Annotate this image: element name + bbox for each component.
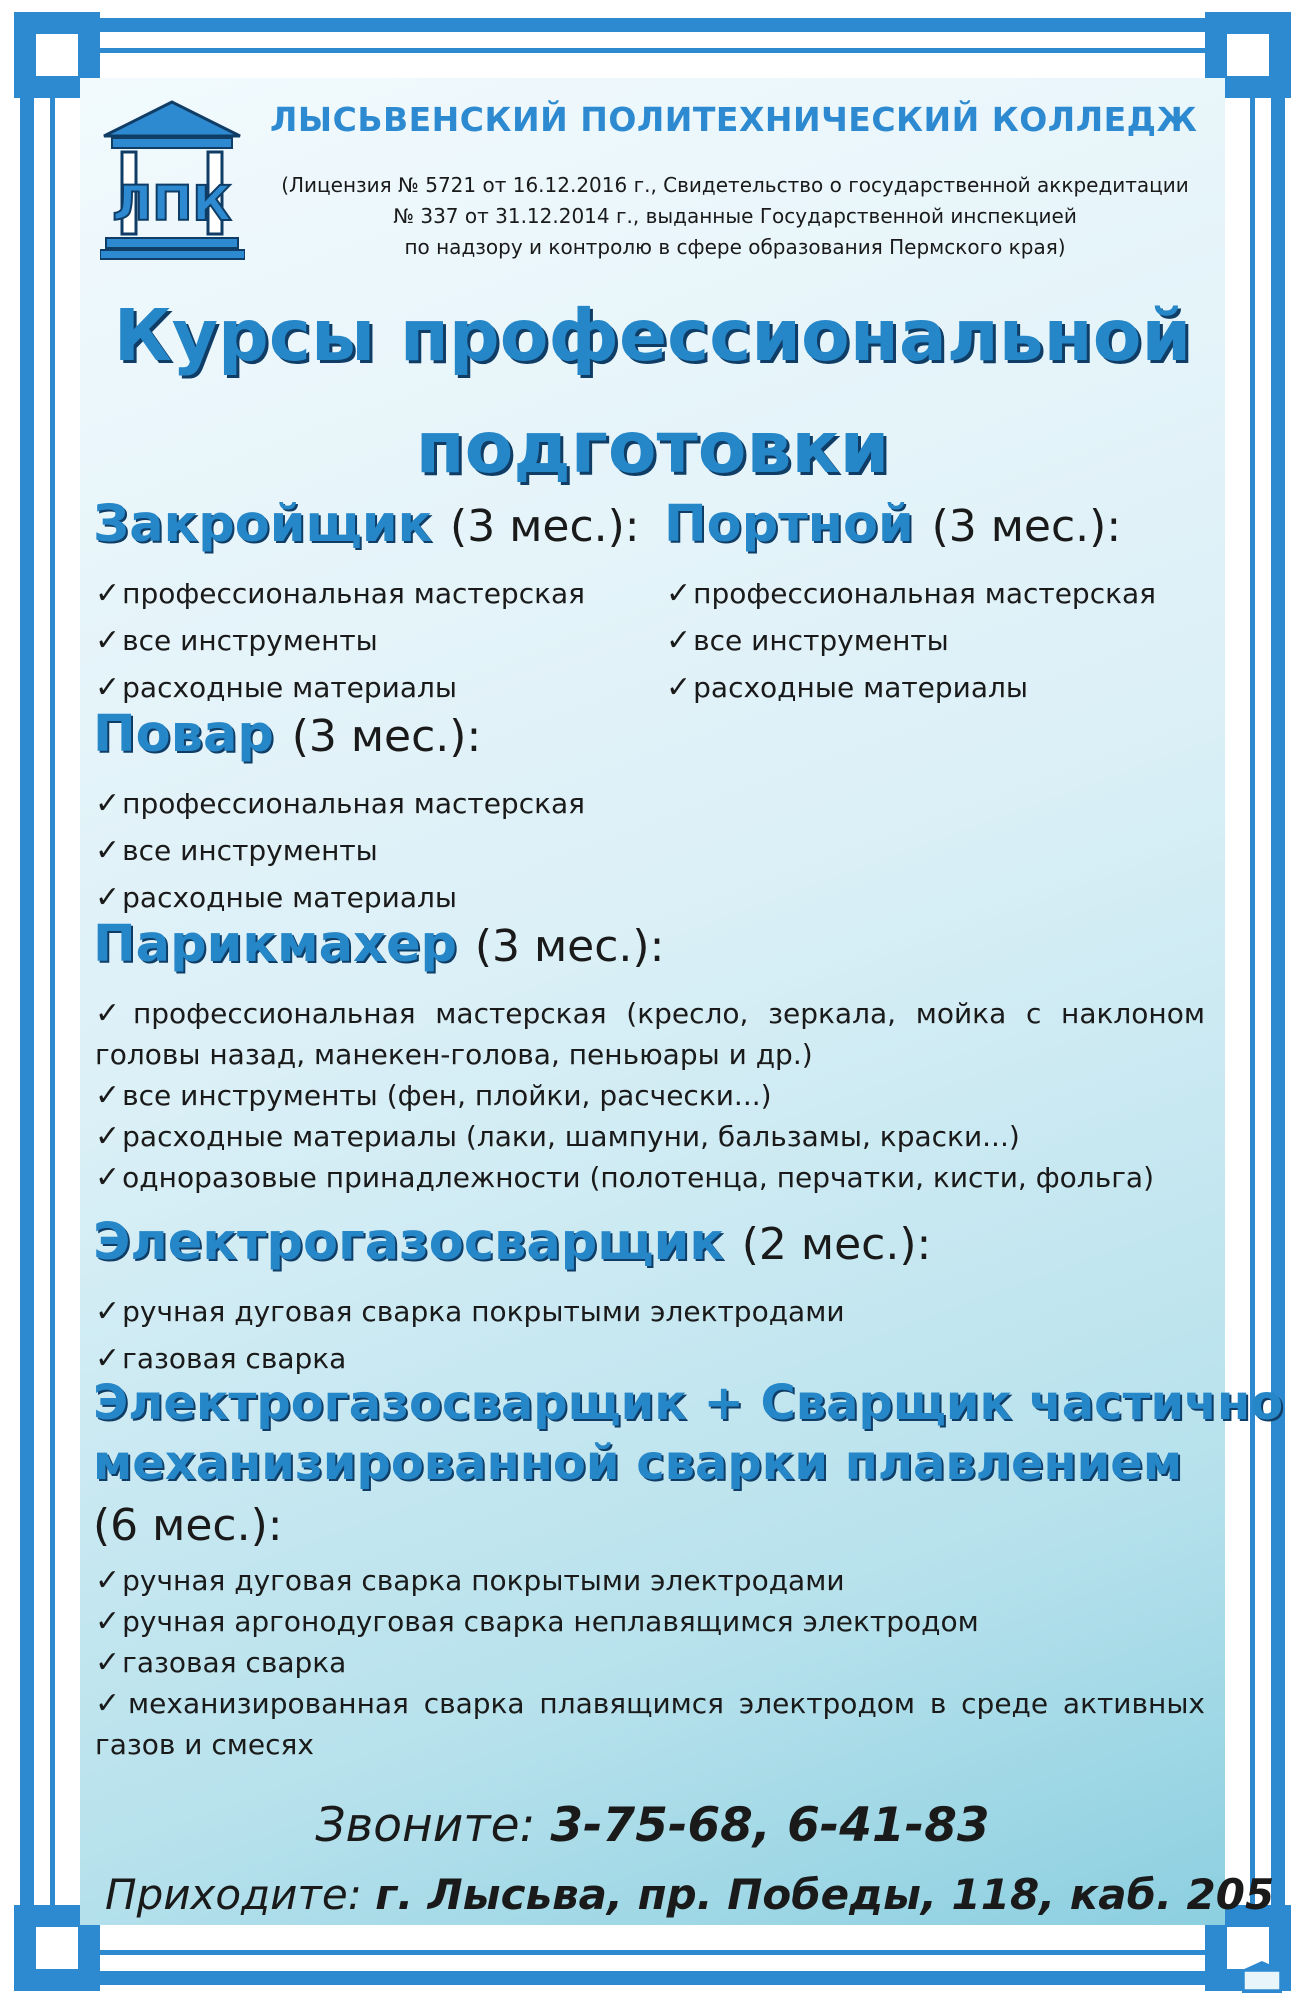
check-icon: ✓	[95, 576, 121, 611]
college-name: ЛЫСЬВЕНСКИЙ ПОЛИТЕХНИЧЕСКИЙ КОЛЛЕДЖ	[270, 100, 1198, 139]
list-item: ✓механизированная сварка плавящимся электродом в среде активных газов и смесях	[95, 1686, 1205, 1761]
course-name-line: Электрогазосварщик + Сварщик частично	[93, 1375, 1284, 1431]
course-name: Электрогазосварщик	[93, 1213, 724, 1272]
main-title	[80, 280, 1225, 504]
course-features-welder	[95, 1288, 845, 1382]
list-item: ✓ручная дуговая сварка покрытыми электродами	[95, 1563, 845, 1598]
license-line: (Лицензия № 5721 от 16.12.2016 г., Свидетельство о государственной аккредитации	[281, 173, 1189, 197]
course-features-cutter	[95, 570, 585, 711]
course-heading-cutter	[93, 495, 640, 554]
list-item: ✓профессиональная мастерская	[666, 576, 1157, 611]
course-duration: (2 мес.):	[741, 1219, 932, 1270]
list-item: ✓расходные материалы	[95, 880, 458, 915]
visit-label: Приходите:	[105, 1870, 362, 1919]
call-label: Звоните:	[315, 1798, 536, 1853]
small-logo-icon	[1240, 1960, 1284, 1994]
course-features-cook	[95, 780, 585, 921]
check-icon: ✓	[95, 1645, 121, 1680]
check-icon: ✓	[95, 996, 131, 1031]
course-heading-welder-extended	[93, 1373, 1283, 1559]
logo-text: ЛПК	[112, 176, 232, 232]
check-icon: ✓	[666, 623, 692, 658]
check-icon: ✓	[95, 833, 121, 868]
list-item: ✓профессиональная мастерская	[95, 786, 586, 821]
main-title-line: Курсы профессиональной	[113, 294, 1192, 377]
course-features-hairdresser	[95, 993, 1205, 1198]
address-line	[105, 1870, 1275, 1919]
course-duration: (6 мес.):	[93, 1500, 283, 1551]
list-item: ✓газовая сварка	[95, 1341, 347, 1376]
phone-numbers: 3-75-68, 6-41-83	[550, 1798, 990, 1853]
college-logo-icon	[100, 98, 245, 260]
course-name-line: механизированной сварки плавлением	[93, 1435, 1183, 1491]
check-icon: ✓	[95, 1078, 121, 1113]
course-duration: (3 мес.):	[931, 501, 1122, 552]
check-icon: ✓	[666, 670, 692, 705]
list-item: ✓одноразовые принадлежности (полотенца, перчатки, кисти, фольга)	[95, 1160, 1154, 1195]
list-item: ✓все инструменты	[95, 833, 378, 868]
list-item: ✓расходные материалы	[95, 670, 458, 705]
course-heading-cook	[93, 705, 481, 764]
course-name: Парикмахер	[93, 915, 458, 974]
license-text	[250, 170, 1220, 263]
check-icon: ✓	[95, 1341, 121, 1376]
list-item: ✓все инструменты	[666, 623, 949, 658]
check-icon: ✓	[95, 880, 121, 915]
course-features-welder-extended	[95, 1560, 1205, 1765]
license-line: № 337 от 31.12.2014 г., выданные Государственной инспекцией	[393, 204, 1077, 228]
course-duration: (3 мес.):	[291, 711, 482, 762]
list-item: ✓ручная дуговая сварка покрытыми электродами	[95, 1294, 845, 1329]
check-icon: ✓	[95, 786, 121, 821]
course-duration: (3 мес.):	[474, 921, 665, 972]
list-item: ✓все инструменты	[95, 623, 378, 658]
check-icon: ✓	[95, 1604, 121, 1639]
check-icon: ✓	[95, 1119, 121, 1154]
list-item: ✓все инструменты (фен, плойки, расчески...)	[95, 1078, 772, 1113]
course-name: Закройщик	[93, 495, 433, 554]
license-line: по надзору и контролю в сфере образования Пермского края)	[404, 235, 1066, 259]
check-icon: ✓	[95, 1294, 121, 1329]
course-name: Портной	[664, 495, 914, 554]
check-icon: ✓	[95, 670, 121, 705]
check-icon: ✓	[95, 1686, 127, 1721]
list-item: ✓газовая сварка	[95, 1645, 347, 1680]
course-heading-tailor	[664, 495, 1121, 554]
course-heading-hairdresser	[93, 915, 664, 974]
list-item: ✓профессиональная мастерская	[95, 576, 586, 611]
list-item: ✓ручная аргонодуговая сварка неплавящимся электродом	[95, 1604, 979, 1639]
list-item: ✓профессиональная мастерская (кресло, зеркала, мойка с наклоном головы назад, манекен-голова, пеньюары и др.)	[95, 996, 1205, 1071]
course-features-tailor	[666, 570, 1156, 711]
course-name: Повар	[93, 705, 274, 764]
course-heading-welder	[93, 1213, 931, 1272]
check-icon: ✓	[95, 1160, 121, 1195]
phone-line	[80, 1798, 1225, 1853]
check-icon: ✓	[95, 623, 121, 658]
list-item: ✓расходные материалы	[666, 670, 1029, 705]
check-icon: ✓	[666, 576, 692, 611]
check-icon: ✓	[95, 1563, 121, 1598]
address-text: г. Лысьва, пр. Победы, 118, каб. 205	[375, 1870, 1275, 1919]
main-title-line: подготовки	[415, 406, 890, 489]
list-item: ✓расходные материалы (лаки, шампуни, бальзамы, краски...)	[95, 1119, 1020, 1154]
course-duration: (3 мес.):	[450, 501, 640, 552]
